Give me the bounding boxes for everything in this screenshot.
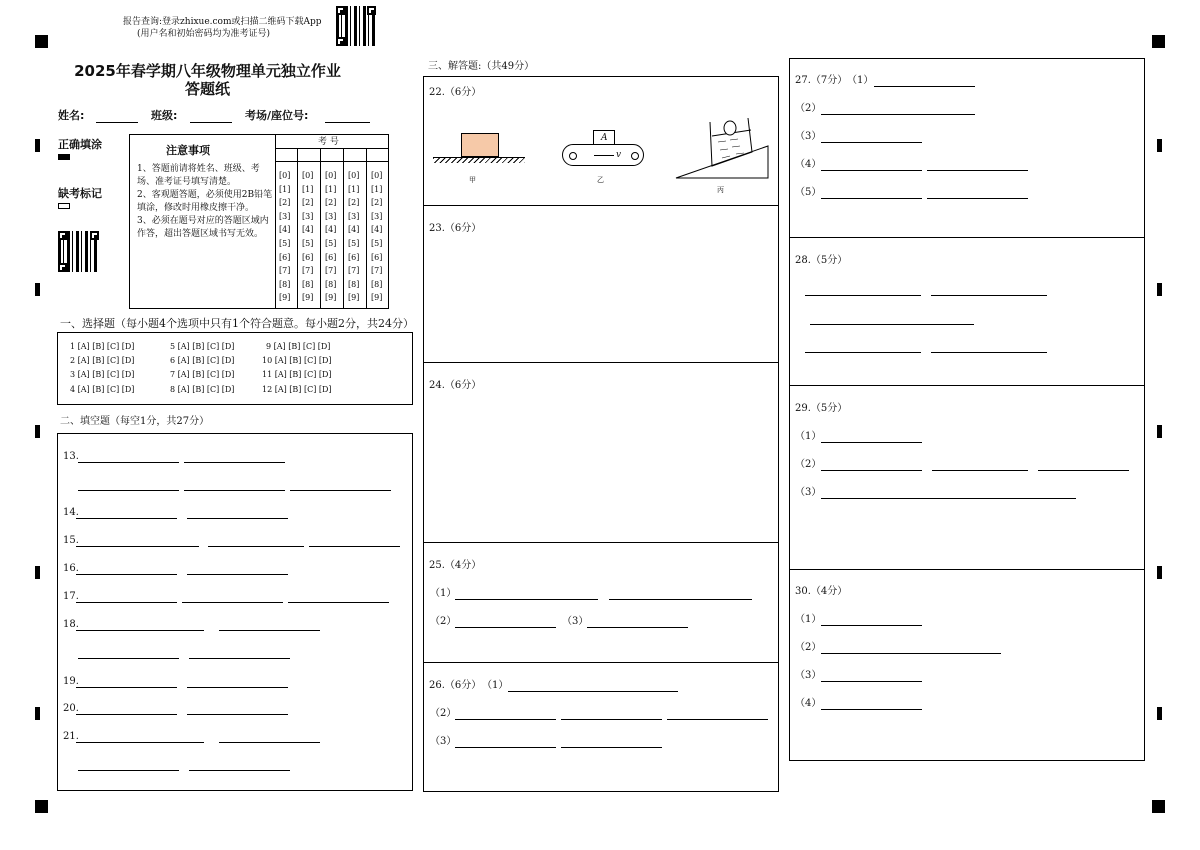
answer-line[interactable] <box>667 719 768 720</box>
fig-c-label: 丙 <box>717 186 724 194</box>
section2-heading: 二、填空题（每空1分，共27分） <box>60 416 210 427</box>
digit-bubble[interactable]: [6] <box>371 252 383 262</box>
answer-line[interactable] <box>182 602 283 603</box>
choice-row[interactable]: 9 [A] [B] [C] [D] <box>266 342 331 351</box>
fig-a-label: 甲 <box>469 176 476 184</box>
digit-bubble[interactable]: [1] <box>325 184 337 194</box>
choice-row[interactable]: 4 [A] [B] [C] [D] <box>70 384 135 394</box>
answer-line[interactable] <box>455 627 556 628</box>
answer-line[interactable] <box>76 687 177 688</box>
choice-row[interactable]: 5 [A] [B] [C] [D] <box>170 342 235 351</box>
digit-bubble[interactable]: [3] <box>325 211 337 221</box>
digit-bubble[interactable]: [2] <box>325 198 337 208</box>
digit-bubble[interactable]: [7] <box>325 266 337 276</box>
answer-line[interactable] <box>821 709 922 710</box>
instruction-line: 填涂，修改时用橡皮擦干净。 <box>137 203 255 213</box>
answer-line[interactable] <box>455 599 598 600</box>
fill-blank-box <box>57 433 413 791</box>
sub-label: （3） <box>430 736 457 747</box>
sub-label: （1） <box>482 680 509 691</box>
answer-line[interactable] <box>821 681 922 682</box>
digit-bubble[interactable]: [9] <box>348 293 360 303</box>
choice-row[interactable]: 6 [A] [B] [C] [D] <box>170 356 235 366</box>
digit-bubble[interactable]: [3] <box>348 211 360 221</box>
digit-bubble[interactable]: [4] <box>279 225 291 235</box>
sub-label: （4） <box>795 698 822 709</box>
digit-bubble[interactable]: [8] <box>371 279 383 289</box>
corner-mark-bottom-right <box>1152 800 1165 813</box>
answer-line[interactable] <box>78 490 179 491</box>
digit-bubble[interactable]: [8] <box>302 279 314 289</box>
corner-mark-bottom-left <box>35 800 48 813</box>
block-label: A <box>601 133 608 143</box>
q14-label: 14. <box>63 507 79 518</box>
digit-bubble[interactable]: [2] <box>371 198 383 208</box>
answer-line[interactable] <box>821 498 1076 499</box>
answer-line[interactable] <box>78 770 179 771</box>
digit-bubble[interactable]: [0] <box>348 171 360 180</box>
section3-heading: 三、解答题:（共49分） <box>428 61 535 72</box>
timing-mark <box>35 139 40 152</box>
digit-bubble[interactable]: [4] <box>371 225 383 235</box>
sub-label: （3） <box>795 131 822 142</box>
seat-label: 考场/座位号: <box>245 109 309 122</box>
qr-code-icon[interactable] <box>336 6 376 46</box>
digit-bubble[interactable]: [5] <box>325 239 337 248</box>
choice-row[interactable]: 1 [A] [B] [C] [D] <box>70 342 135 351</box>
timing-mark <box>1157 425 1162 438</box>
corner-mark-top-left <box>35 35 48 48</box>
answer-line[interactable] <box>874 86 975 87</box>
instruction-line: 作答，超出答题区域书写无效。 <box>137 229 264 239</box>
digit-bubble[interactable]: [1] <box>348 184 360 194</box>
answer-line[interactable] <box>821 142 922 143</box>
page-subtitle: 答题纸 <box>184 80 230 98</box>
instruction-line: 3、必须在题号对应的答题区域内 <box>137 216 269 226</box>
q22-label: 22.（6分） <box>429 87 482 98</box>
answer-line[interactable] <box>927 170 1028 171</box>
timing-mark <box>35 425 40 438</box>
q18-label: 18. <box>63 619 79 630</box>
q19-label: 19. <box>63 676 79 687</box>
q26-label: 26.（6分） <box>429 680 482 691</box>
answer-line[interactable] <box>187 574 288 575</box>
q13-label: 13. <box>63 451 79 462</box>
answer-line[interactable] <box>821 170 922 171</box>
digit-bubble[interactable]: [5] <box>371 239 383 248</box>
answer-line[interactable] <box>219 742 320 743</box>
name-label: 姓名: <box>58 109 85 122</box>
answer-line[interactable] <box>76 630 204 631</box>
sub-label: （5） <box>795 187 822 198</box>
student-qr-code-icon <box>58 231 99 272</box>
sub-label: （2） <box>795 459 822 470</box>
timing-mark <box>1157 139 1162 152</box>
answer-line[interactable] <box>587 627 688 628</box>
class-field[interactable] <box>190 122 232 123</box>
q24-label: 24.（6分） <box>429 380 482 391</box>
timing-mark <box>1157 283 1162 296</box>
timing-mark <box>35 566 40 579</box>
class-label: 班级: <box>151 109 178 122</box>
digit-bubble[interactable]: [0] <box>302 171 314 180</box>
answer-line[interactable] <box>189 770 290 771</box>
answer-line[interactable] <box>76 574 177 575</box>
answer-line[interactable] <box>931 352 1047 353</box>
digit-bubble[interactable]: [0] <box>279 171 291 180</box>
digit-bubble[interactable]: [6] <box>325 252 337 262</box>
q28-label: 28.（5分） <box>795 255 848 266</box>
answer-line[interactable] <box>931 295 1047 296</box>
digit-bubble[interactable]: [5] <box>279 239 291 248</box>
choice-grid[interactable] <box>70 341 410 401</box>
absent-mark-checkbox[interactable] <box>58 203 70 209</box>
sub-label: （4） <box>795 159 822 170</box>
answer-line[interactable] <box>78 658 179 659</box>
sub-label: （1） <box>795 431 822 442</box>
sub-label: （3） <box>795 487 822 498</box>
q15-label: 15. <box>63 535 79 546</box>
choice-row[interactable]: 3 [A] [B] [C] [D] <box>70 370 135 380</box>
incline-water-figure <box>674 112 770 180</box>
digit-bubble[interactable]: [9] <box>371 293 383 303</box>
fig-b-label: 乙 <box>597 176 604 184</box>
digit-bubble[interactable]: [2] <box>302 198 314 208</box>
digit-bubble[interactable]: [0] <box>325 171 337 180</box>
q30-label: 30.（4分） <box>795 586 848 597</box>
digit-bubble[interactable]: [3] <box>279 211 291 221</box>
q21-label: 21. <box>63 731 79 742</box>
answer-line[interactable] <box>821 198 922 199</box>
q27-label: 27.（7分） <box>795 75 848 86</box>
divider <box>275 148 389 149</box>
answer-line[interactable] <box>76 714 177 715</box>
report-notice-sub: (用户名和初始密码均为准考证号) <box>137 29 271 39</box>
choice-row[interactable]: 12 [A] [B] [C] [D] <box>262 384 332 394</box>
filled-bubble-icon <box>58 154 70 160</box>
answer-line[interactable] <box>76 546 199 547</box>
digit-bubble[interactable]: [6] <box>348 252 360 262</box>
choice-row[interactable]: 10 [A] [B] [C] [D] <box>262 356 332 366</box>
q20-label: 20. <box>63 703 79 714</box>
answer-line[interactable] <box>219 630 320 631</box>
answer-line[interactable] <box>187 714 288 715</box>
digit-bubble[interactable]: [7] <box>348 266 360 276</box>
digit-bubble[interactable]: [8] <box>279 279 291 289</box>
block-on-surface-figure <box>433 130 525 170</box>
instruction-line: 2、客观题答题，必须使用2B铅笔 <box>137 190 273 200</box>
digit-bubble[interactable]: [9] <box>279 293 291 303</box>
speed-label: v <box>616 150 622 160</box>
digit-bubble[interactable]: [0] <box>371 171 383 180</box>
digit-bubble[interactable]: [3] <box>302 211 314 221</box>
sub-label: （2） <box>430 708 457 719</box>
timing-mark <box>35 707 40 720</box>
answer-line[interactable] <box>932 470 1028 471</box>
answer-line[interactable] <box>821 470 922 471</box>
answer-line[interactable] <box>821 625 922 626</box>
answer-line[interactable] <box>290 490 391 491</box>
exam-number-bubbles[interactable] <box>275 170 389 306</box>
answer-line[interactable] <box>805 295 921 296</box>
sub-label: （1） <box>847 75 874 86</box>
answer-line[interactable] <box>184 490 285 491</box>
answer-line[interactable] <box>189 658 290 659</box>
answer-line[interactable] <box>309 546 400 547</box>
digit-bubble[interactable]: [2] <box>279 198 291 208</box>
digit-bubble[interactable]: [1] <box>302 184 314 194</box>
digit-bubble[interactable]: [1] <box>371 184 383 194</box>
answer-line[interactable] <box>455 747 556 748</box>
exam-number-label: 考 号 <box>318 137 339 147</box>
answer-line[interactable] <box>821 653 1001 654</box>
instructions-title: 注意事项 <box>166 144 210 157</box>
sub-label: （2） <box>430 616 457 627</box>
digit-bubble[interactable]: [9] <box>302 293 314 303</box>
answer-line[interactable] <box>76 742 204 743</box>
divider <box>275 161 389 162</box>
answer-line[interactable] <box>208 546 304 547</box>
answer-line[interactable] <box>805 352 921 353</box>
absent-mark-label: 缺考标记 <box>58 187 102 200</box>
digit-bubble[interactable]: [7] <box>371 266 383 276</box>
q17-label: 17. <box>63 591 79 602</box>
answer-line[interactable] <box>810 324 974 325</box>
name-field[interactable] <box>96 122 138 123</box>
answer-line[interactable] <box>288 602 389 603</box>
instruction-line: 1、答题前请将姓名、班级、考 <box>137 164 260 174</box>
page-title: 2025年春学期八年级物理单元独立作业 <box>74 62 341 80</box>
sub-label: （3） <box>562 616 589 627</box>
report-notice: 报告查询:登录zhixue.com或扫描二维码下载App <box>123 17 322 27</box>
section1-heading: 一、选择题（每小题4个选项中只有1个符合题意。每小题2分，共24分） <box>60 317 414 330</box>
answer-line[interactable] <box>561 747 662 748</box>
answer-line[interactable] <box>187 518 288 519</box>
timing-mark <box>35 283 40 296</box>
digit-bubble[interactable]: [7] <box>302 266 314 276</box>
digit-bubble[interactable]: [1] <box>279 184 291 194</box>
answer-line[interactable] <box>927 198 1028 199</box>
choice-row[interactable]: 7 [A] [B] [C] [D] <box>170 370 235 380</box>
choice-row[interactable]: 2 [A] [B] [C] [D] <box>70 356 135 366</box>
instruction-line: 场、准考证号填写清楚。 <box>137 177 237 187</box>
corner-mark-top-right <box>1152 35 1165 48</box>
digit-bubble[interactable]: [7] <box>279 266 291 276</box>
answer-line[interactable] <box>561 719 662 720</box>
q16-label: 16. <box>63 563 79 574</box>
seat-field[interactable] <box>325 122 370 123</box>
timing-mark <box>1157 707 1162 720</box>
choice-row[interactable]: 11 [A] [B] [C] [D] <box>262 370 332 380</box>
answer-line[interactable] <box>508 691 678 692</box>
answer-line[interactable] <box>76 602 177 603</box>
conveyor-belt-figure <box>560 128 646 168</box>
digit-bubble[interactable]: [5] <box>302 239 314 248</box>
sub-label: （3） <box>795 670 822 681</box>
digit-bubble[interactable]: [5] <box>348 239 360 248</box>
answer-line[interactable] <box>821 442 922 443</box>
answer-line[interactable] <box>609 599 752 600</box>
digit-bubble[interactable]: [2] <box>348 198 360 208</box>
sub-label: （2） <box>795 103 822 114</box>
digit-bubble[interactable]: [9] <box>325 293 337 303</box>
answer-line[interactable] <box>76 518 177 519</box>
digit-bubble[interactable]: [8] <box>325 279 337 289</box>
sub-label: （1） <box>430 588 457 599</box>
answer-line[interactable] <box>187 687 288 688</box>
timing-mark <box>1157 566 1162 579</box>
digit-bubble[interactable]: [6] <box>279 252 291 262</box>
digit-bubble[interactable]: [8] <box>348 279 360 289</box>
answer-line[interactable] <box>455 719 556 720</box>
answer-line[interactable] <box>78 462 179 463</box>
digit-bubble[interactable]: [3] <box>371 211 383 221</box>
digit-bubble[interactable]: [4] <box>302 225 314 235</box>
q25-label: 25.（4分） <box>429 560 482 571</box>
q23-label: 23.（6分） <box>429 223 482 234</box>
choice-row[interactable]: 8 [A] [B] [C] [D] <box>170 384 235 394</box>
sub-label: （2） <box>795 642 822 653</box>
answer-line[interactable] <box>184 462 285 463</box>
answer-line[interactable] <box>821 114 975 115</box>
answer-line[interactable] <box>1038 470 1129 471</box>
digit-bubble[interactable]: [4] <box>348 225 360 235</box>
digit-bubble[interactable]: [6] <box>302 252 314 262</box>
correct-fill-label: 正确填涂 <box>58 138 102 151</box>
sub-label: （1） <box>795 614 822 625</box>
q29-label: 29.（5分） <box>795 403 848 414</box>
digit-bubble[interactable]: [4] <box>325 225 337 235</box>
